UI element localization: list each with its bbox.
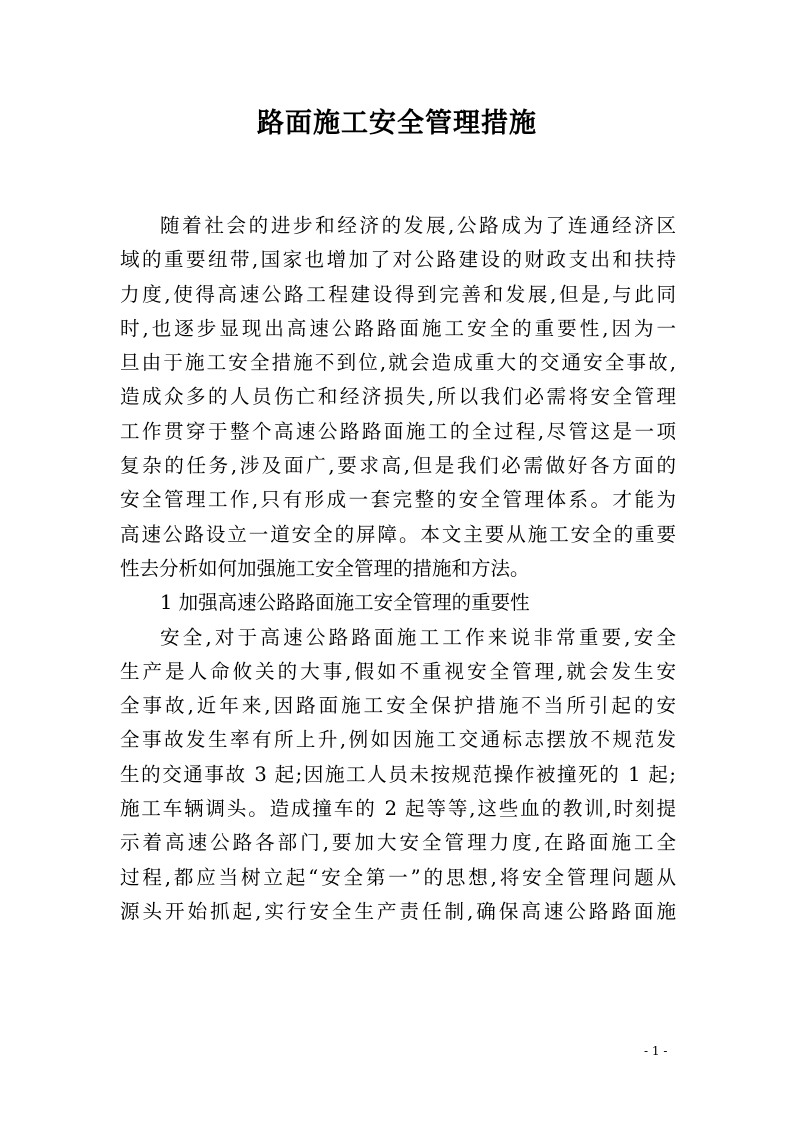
paragraph-line: 施工车辆调头。造成撞车的 2 起等等,这些血的教训,时刻提 <box>120 797 676 821</box>
paragraph-line: 造成众多的人员伤亡和经济损失,所以我们必需将安全管理 <box>120 385 676 409</box>
paragraph-line: 安全,对于高速公路路面施工工作来说非常重要,安全 <box>160 625 676 649</box>
paragraph-line: 全事故发生率有所上升,例如因施工交通标志摆放不规范发 <box>120 728 676 752</box>
paragraph-line: 域的重要纽带,国家也增加了对公路建设的财政支出和扶持 <box>120 248 676 272</box>
document-body <box>120 209 676 929</box>
document-title: 路面施工安全管理措施 <box>257 108 537 139</box>
paragraph-line: 随着社会的进步和经济的发展,公路成为了连通经济区 <box>160 214 676 237</box>
paragraph-line: 全事故,近年来,因路面施工安全保护措施不当所引起的安 <box>120 694 676 718</box>
paragraph-intro <box>120 209 676 586</box>
paragraph-safety <box>120 621 676 930</box>
paragraph-line: 源头开始抓起,实行安全生产责任制,确保高速公路路面施 <box>120 899 676 923</box>
paragraph-line: 生产是人命攸关的大事,假如不重视安全管理,就会发生安 <box>120 659 676 683</box>
paragraph-line: 复杂的任务,涉及面广,要求高,但是我们必需做好各方面的 <box>120 454 676 478</box>
section-heading: 1 加强高速公路路面施工安全管理的重要性 <box>160 591 530 615</box>
paragraph-line: 工作贯穿于整个高速公路路面施工的全过程,尽管这是一项 <box>120 419 676 443</box>
paragraph-line: 时,也逐步显现出高速公路路面施工安全的重要性,因为一 <box>120 316 676 340</box>
paragraph-line: 力度,使得高速公路工程建设得到完善和发展,但是,与此同 <box>120 282 676 306</box>
paragraph-line: 过程,都应当树立起“安全第一”的思想,将安全管理问题从 <box>120 865 676 889</box>
paragraph-line: 示着高速公路各部门,要加大安全管理力度,在路面施工全 <box>120 831 676 855</box>
paragraph-line: 旦由于施工安全措施不到位,就会造成重大的交通安全事故, <box>120 351 676 375</box>
paragraph-line: 性去分析如何加强施工安全管理的措施和方法。 <box>120 556 530 580</box>
paragraph-line: 安全管理工作,只有形成一套完整的安全管理体系。才能为 <box>120 488 676 512</box>
paragraph-line: 生的交通事故 3 起;因施工人员未按规范操作被撞死的 1 起; <box>120 762 676 786</box>
paragraph-line: 高速公路设立一道安全的屏障。本文主要从施工安全的重要 <box>120 522 676 546</box>
page-number: - 1 - <box>644 1044 668 1058</box>
